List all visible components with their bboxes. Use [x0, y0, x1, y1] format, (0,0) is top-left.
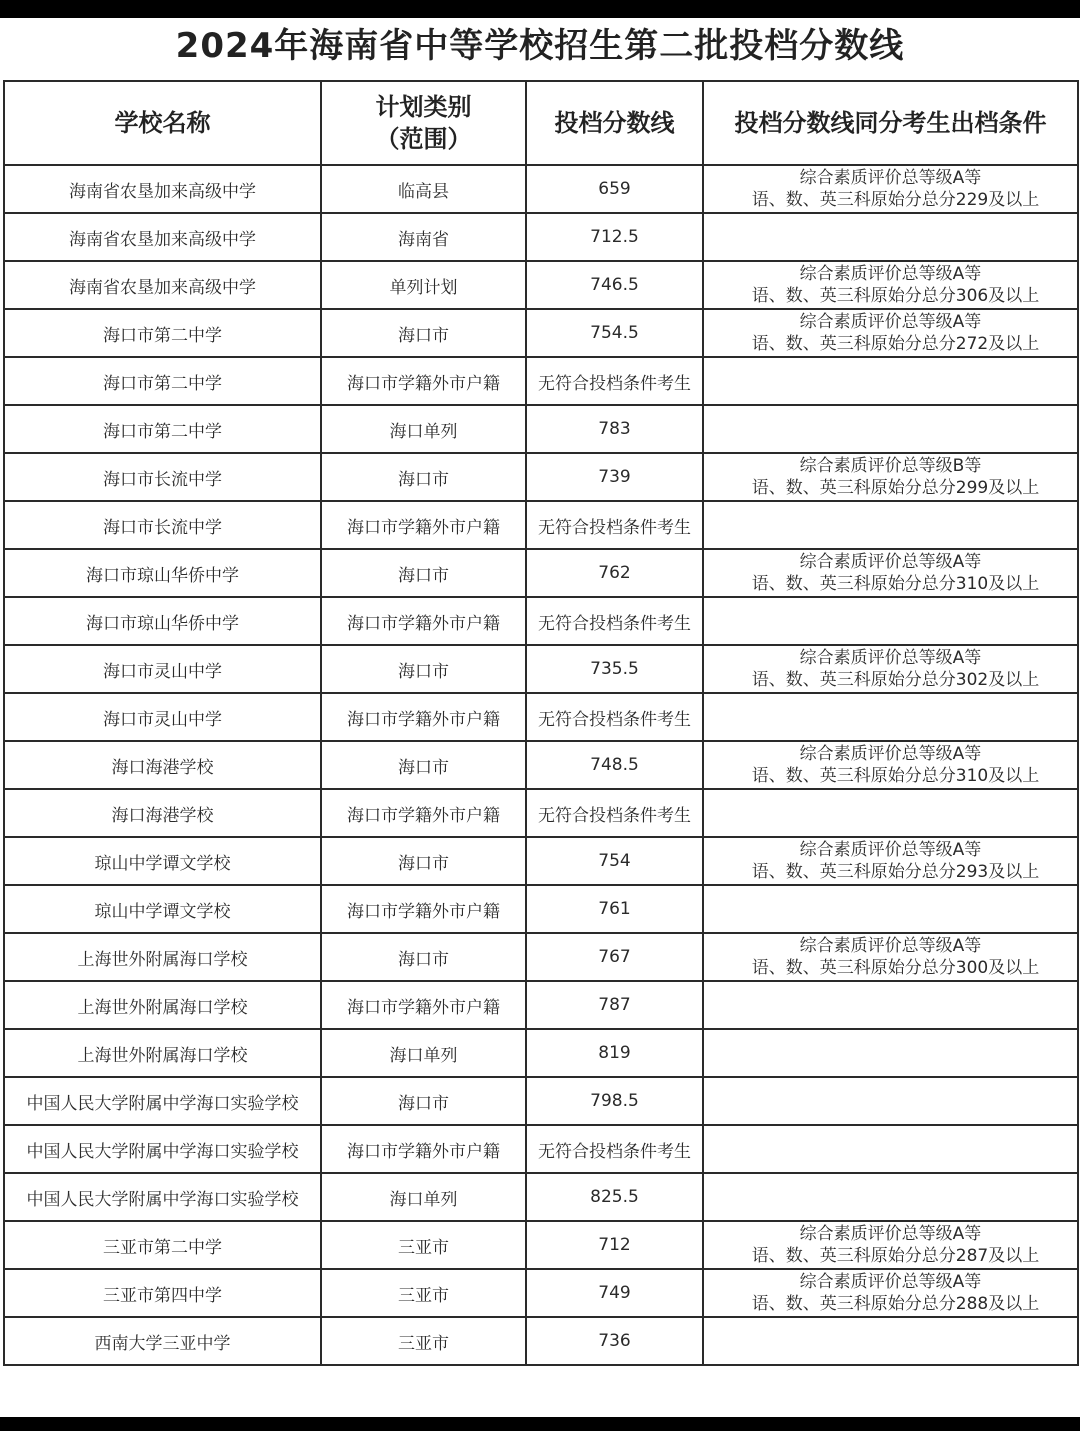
score-line-cell: 819	[526, 1029, 703, 1077]
table-row	[4, 1125, 1078, 1173]
top-black-bar	[0, 0, 1080, 18]
condition-line-grade: 综合素质评价总等级A等	[799, 552, 982, 572]
plan-category-cell: 三亚市	[321, 1269, 526, 1317]
condition-cell	[703, 1077, 1078, 1125]
table-row	[4, 741, 1078, 789]
table-row	[4, 981, 1078, 1029]
condition-cell	[703, 837, 1078, 885]
score-line-cell: 748.5	[526, 741, 703, 789]
header-plan-category	[321, 81, 526, 165]
plan-category-cell: 海口单列	[321, 1173, 526, 1221]
score-line-cell: 712.5	[526, 213, 703, 261]
condition-cell	[703, 405, 1078, 453]
table-row	[4, 837, 1078, 885]
table-row	[4, 1269, 1078, 1317]
condition-cell	[703, 885, 1078, 933]
condition-cell	[703, 645, 1078, 693]
condition-cell	[703, 501, 1078, 549]
condition-cell	[703, 1029, 1078, 1077]
school-name-cell: 海口海港学校	[4, 789, 321, 837]
condition-line-total: 语、数、英三科原始分总分229及以上	[751, 190, 1040, 210]
condition-line-grade: 综合素质评价总等级A等	[799, 312, 982, 332]
table-row	[4, 789, 1078, 837]
table-row	[4, 213, 1078, 261]
score-line-cell: 783	[526, 405, 703, 453]
condition-line-total: 语、数、英三科原始分总分288及以上	[751, 1294, 1040, 1314]
condition-line-total: 语、数、英三科原始分总分302及以上	[751, 670, 1040, 690]
table-body	[4, 165, 1078, 1365]
table-row	[4, 261, 1078, 309]
plan-category-cell: 海口市	[321, 837, 526, 885]
plan-category-cell: 海口市学籍外市户籍	[321, 693, 526, 741]
header-condition: 投档分数线同分考生出档条件	[703, 81, 1078, 165]
condition-line-total: 语、数、英三科原始分总分310及以上	[751, 574, 1040, 594]
school-name-cell: 海南省农垦加来高级中学	[4, 165, 321, 213]
header-score: 投档分数线	[526, 81, 703, 165]
table-row	[4, 405, 1078, 453]
condition-cell	[703, 789, 1078, 837]
school-name-cell: 琼山中学谭文学校	[4, 885, 321, 933]
condition-cell	[703, 165, 1078, 213]
score-line-cell: 798.5	[526, 1077, 703, 1125]
table-row	[4, 1173, 1078, 1221]
table-row	[4, 165, 1078, 213]
plan-category-cell: 海口市	[321, 453, 526, 501]
score-line-cell: 无符合投档条件考生	[526, 357, 703, 405]
score-line-cell: 无符合投档条件考生	[526, 597, 703, 645]
condition-line-grade: 综合素质评价总等级A等	[799, 168, 982, 188]
school-name-cell: 海口市第二中学	[4, 357, 321, 405]
score-line-cell: 739	[526, 453, 703, 501]
score-line-cell: 无符合投档条件考生	[526, 501, 703, 549]
plan-category-cell: 海口市学籍外市户籍	[321, 789, 526, 837]
table-row	[4, 1077, 1078, 1125]
school-name-cell: 中国人民大学附属中学海口实验学校	[4, 1077, 321, 1125]
score-line-cell: 749	[526, 1269, 703, 1317]
condition-cell	[703, 981, 1078, 1029]
condition-cell	[703, 549, 1078, 597]
condition-cell	[703, 309, 1078, 357]
school-name-cell: 琼山中学谭文学校	[4, 837, 321, 885]
plan-category-cell: 海口市学籍外市户籍	[321, 501, 526, 549]
school-name-cell: 海口市第二中学	[4, 405, 321, 453]
condition-cell	[703, 1221, 1078, 1269]
plan-category-cell: 三亚市	[321, 1221, 526, 1269]
plan-category-cell: 海口市	[321, 741, 526, 789]
plan-category-cell: 海口市	[321, 645, 526, 693]
table-row	[4, 453, 1078, 501]
condition-line-total: 语、数、英三科原始分总分306及以上	[751, 286, 1040, 306]
score-line-cell: 762	[526, 549, 703, 597]
plan-category-cell: 单列计划	[321, 261, 526, 309]
condition-cell	[703, 213, 1078, 261]
school-name-cell: 海口市长流中学	[4, 501, 321, 549]
table-row	[4, 597, 1078, 645]
plan-category-cell: 海口市学籍外市户籍	[321, 1125, 526, 1173]
plan-category-cell: 海口市	[321, 1077, 526, 1125]
school-name-cell: 上海世外附属海口学校	[4, 1029, 321, 1077]
school-name-cell: 海口市第二中学	[4, 309, 321, 357]
condition-cell	[703, 933, 1078, 981]
score-line-cell: 754	[526, 837, 703, 885]
condition-line-total: 语、数、英三科原始分总分300及以上	[751, 958, 1040, 978]
plan-category-cell: 临高县	[321, 165, 526, 213]
school-name-cell: 海口市灵山中学	[4, 645, 321, 693]
condition-cell	[703, 1125, 1078, 1173]
school-name-cell: 中国人民大学附属中学海口实验学校	[4, 1173, 321, 1221]
score-line-cell: 712	[526, 1221, 703, 1269]
school-name-cell: 上海世外附属海口学校	[4, 933, 321, 981]
plan-category-cell: 海南省	[321, 213, 526, 261]
condition-line-grade: 综合素质评价总等级A等	[799, 1224, 982, 1244]
condition-line-total: 语、数、英三科原始分总分272及以上	[751, 334, 1040, 354]
table-row	[4, 501, 1078, 549]
score-line-cell: 无符合投档条件考生	[526, 789, 703, 837]
school-name-cell: 海口市灵山中学	[4, 693, 321, 741]
condition-cell	[703, 1173, 1078, 1221]
score-line-cell: 659	[526, 165, 703, 213]
plan-category-cell: 海口市	[321, 933, 526, 981]
header-plan-line2: （范围）	[375, 125, 472, 153]
bottom-black-bar	[0, 1417, 1080, 1431]
table-row	[4, 1317, 1078, 1365]
table-row	[4, 693, 1078, 741]
score-line-cell: 825.5	[526, 1173, 703, 1221]
condition-cell	[703, 693, 1078, 741]
school-name-cell: 海口市琼山华侨中学	[4, 549, 321, 597]
condition-line-total: 语、数、英三科原始分总分287及以上	[751, 1246, 1040, 1266]
admission-score-table	[3, 80, 1079, 1366]
score-line-cell: 736	[526, 1317, 703, 1365]
school-name-cell: 中国人民大学附属中学海口实验学校	[4, 1125, 321, 1173]
condition-cell	[703, 1317, 1078, 1365]
condition-line-grade: 综合素质评价总等级A等	[799, 936, 982, 956]
plan-category-cell: 海口单列	[321, 1029, 526, 1077]
header-school: 学校名称	[4, 81, 321, 165]
condition-line-grade: 综合素质评价总等级A等	[799, 744, 982, 764]
plan-category-cell: 海口市学籍外市户籍	[321, 981, 526, 1029]
condition-cell	[703, 261, 1078, 309]
condition-cell	[703, 741, 1078, 789]
plan-category-cell: 海口市学籍外市户籍	[321, 357, 526, 405]
score-line-cell: 735.5	[526, 645, 703, 693]
school-name-cell: 西南大学三亚中学	[4, 1317, 321, 1365]
plan-category-cell: 三亚市	[321, 1317, 526, 1365]
page-title: 2024年海南省中等学校招生第二批投档分数线	[175, 26, 905, 66]
table-row	[4, 885, 1078, 933]
condition-line-total: 语、数、英三科原始分总分299及以上	[751, 478, 1040, 498]
table-row	[4, 357, 1078, 405]
plan-category-cell: 海口市	[321, 309, 526, 357]
school-name-cell: 三亚市第二中学	[4, 1221, 321, 1269]
table-row	[4, 645, 1078, 693]
score-line-cell: 746.5	[526, 261, 703, 309]
condition-line-grade: 综合素质评价总等级A等	[799, 1272, 982, 1292]
school-name-cell: 海南省农垦加来高级中学	[4, 213, 321, 261]
school-name-cell: 海口市琼山华侨中学	[4, 597, 321, 645]
score-line-cell: 761	[526, 885, 703, 933]
plan-category-cell: 海口市学籍外市户籍	[321, 597, 526, 645]
score-line-cell: 无符合投档条件考生	[526, 1125, 703, 1173]
table-row	[4, 1029, 1078, 1077]
school-name-cell: 上海世外附属海口学校	[4, 981, 321, 1029]
condition-line-grade: 综合素质评价总等级A等	[799, 840, 982, 860]
condition-line-total: 语、数、英三科原始分总分310及以上	[751, 766, 1040, 786]
condition-cell	[703, 597, 1078, 645]
condition-line-total: 语、数、英三科原始分总分293及以上	[751, 862, 1040, 882]
school-name-cell: 海口海港学校	[4, 741, 321, 789]
school-name-cell: 海南省农垦加来高级中学	[4, 261, 321, 309]
condition-line-grade: 综合素质评价总等级A等	[799, 264, 982, 284]
header-plan-line1: 计划类别	[375, 93, 472, 121]
condition-cell	[703, 357, 1078, 405]
condition-line-grade: 综合素质评价总等级A等	[799, 648, 982, 668]
school-name-cell: 三亚市第四中学	[4, 1269, 321, 1317]
condition-cell	[703, 453, 1078, 501]
table-row	[4, 933, 1078, 981]
score-line-cell: 787	[526, 981, 703, 1029]
table-header-row	[4, 81, 1078, 165]
score-line-cell: 无符合投档条件考生	[526, 693, 703, 741]
score-line-cell: 754.5	[526, 309, 703, 357]
plan-category-cell: 海口市学籍外市户籍	[321, 885, 526, 933]
plan-category-cell: 海口单列	[321, 405, 526, 453]
plan-category-cell: 海口市	[321, 549, 526, 597]
score-line-cell: 767	[526, 933, 703, 981]
condition-cell	[703, 1269, 1078, 1317]
school-name-cell: 海口市长流中学	[4, 453, 321, 501]
table-row	[4, 309, 1078, 357]
table-row	[4, 549, 1078, 597]
table-row	[4, 1221, 1078, 1269]
condition-line-grade: 综合素质评价总等级B等	[799, 456, 982, 476]
